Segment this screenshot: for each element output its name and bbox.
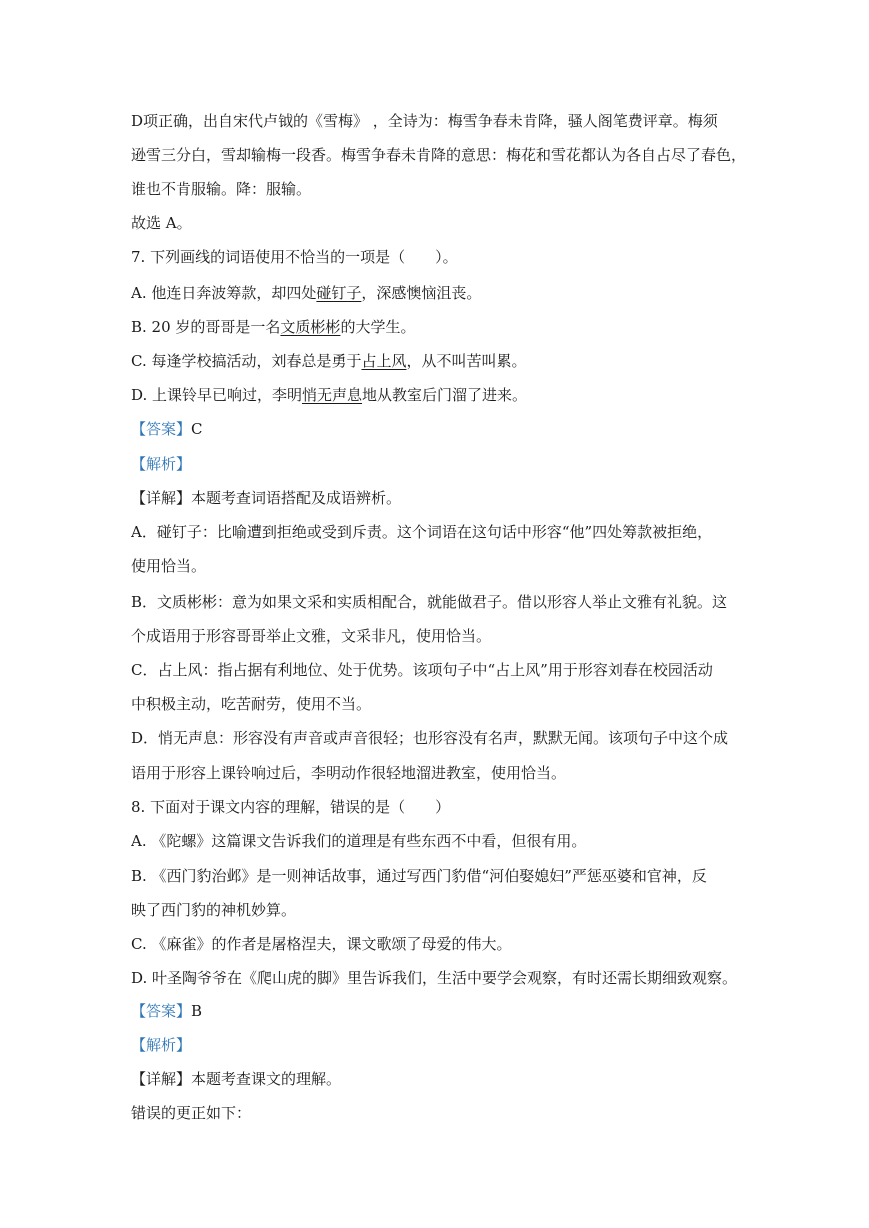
q7-explanation-line-8: 语用于形容上课铃响过后，李明动作很轻地溜进教室，使用恰当。 xyxy=(131,764,567,782)
q7-option-c xyxy=(131,351,746,371)
q7-answer-tag: 【答案】 xyxy=(131,420,192,438)
q8-correction-intro: 错误的更正如下： xyxy=(131,1104,252,1122)
q7-explanation-line-4: 个成语用于形容哥哥举止文雅，文采非凡，使用恰当。 xyxy=(131,627,492,645)
q8-option-d: D. 叶圣陶爷爷在《爬山虎的脚》里告诉我们，生活中要学会观察，有时还需长期细致观察。 xyxy=(131,969,738,987)
q8-answer xyxy=(131,1001,746,1021)
q7-explanation-line-5: C．占上风：指占据有利地位、处于优势。该项句子中“占上风”用于形容刘春在校园活动 xyxy=(131,661,713,679)
q7-option-d xyxy=(131,385,746,405)
q6-conclusion: 故选 A。 xyxy=(131,214,192,232)
q7-option-a xyxy=(131,283,746,303)
q7-option-d-term: 悄无声息 xyxy=(302,386,363,404)
q7-option-c-term: 占上风 xyxy=(361,352,407,370)
q8-detail: 【详解】本题考查课文的理解。 xyxy=(131,1070,342,1088)
q8-option-b-line-2: 映了西门豹的神机妙算。 xyxy=(131,901,297,919)
q7-option-a-term: 碰钉子 xyxy=(316,284,362,302)
q8-answer-value: B xyxy=(191,1002,203,1020)
q7-option-a-before: A. 他连日奔波筹款，却四处 xyxy=(131,284,317,302)
q7-option-a-after: ，深感懊恼沮丧。 xyxy=(361,284,482,302)
q7-explanation-line-1: A．碰钉子：比喻遭到拒绝或受到斥责。这个词语在这句话中形容“他”四处筹款被拒绝， xyxy=(131,523,713,541)
q7-explanation-line-7: D．悄无声息：形容没有声音或声音很轻；也形容没有名声，默默无闻。该项句子中这个成 xyxy=(131,729,729,747)
q7-explanation-line-2: 使用恰当。 xyxy=(131,557,207,575)
q8-stem: 8. 下面对于课文内容的理解，错误的是（ ） xyxy=(131,798,451,816)
q7-option-b-term: 文质彬彬 xyxy=(280,318,341,336)
q7-option-b xyxy=(131,317,746,337)
q7-explanation-line-3: B．文质彬彬：意为如果文采和实质相配合，就能做君子。借以形容人举止文雅有礼貌。这 xyxy=(131,593,728,611)
q8-analysis-tag: 【解析】 xyxy=(131,1036,192,1054)
q8-answer-tag: 【答案】 xyxy=(131,1002,192,1020)
q7-stem: 7. 下列画线的词语使用不恰当的一项是（ ）。 xyxy=(131,248,458,266)
q7-option-d-after: 地从教室后门溜了进来。 xyxy=(362,386,528,404)
q7-option-d-before: D. 上课铃早已响过，李明 xyxy=(131,386,303,404)
q7-answer xyxy=(131,419,746,439)
q7-option-c-after: ，从不叫苦叫累。 xyxy=(406,352,527,370)
q8-option-b-line-1: B. 《西门豹治邺》是一则神话故事，通过写西门豹借“河伯娶媳妇”严惩巫婆和官神，反 xyxy=(131,867,707,885)
q8-option-a: A. 《陀螺》这篇课文告诉我们的道理是有些东西不中看，但很有用。 xyxy=(131,832,587,850)
q7-answer-value: C xyxy=(191,420,203,438)
q7-explanation-line-6: 中积极主动，吃苦耐劳，使用不当。 xyxy=(131,695,372,713)
q7-detail: 【详解】本题考查词语搭配及成语辨析。 xyxy=(131,489,402,507)
q7-option-c-before: C. 每逢学校搞活动，刘春总是勇于 xyxy=(131,352,362,370)
q7-analysis-tag: 【解析】 xyxy=(131,455,192,473)
q7-option-b-before: B. 20 岁的哥哥是一名 xyxy=(131,318,281,336)
q6-explanation-line-2: 逊雪三分白，雪却输梅一段香。梅雪争春未肯降的意思：梅花和雪花都认为各自占尽了春色， xyxy=(131,146,746,164)
q6-explanation-line-3: 谁也不肯服输。降：服输。 xyxy=(131,180,312,198)
q8-option-c: C. 《麻雀》的作者是屠格涅夫，课文歌颂了母爱的伟大。 xyxy=(131,935,512,953)
q7-option-b-after: 的大学生。 xyxy=(340,318,416,336)
q6-explanation-line-1: D项正确，出自宋代卢钺的《雪梅》 ，全诗为：梅雪争春未肯降，骚人阁笔费评章。梅须 xyxy=(131,112,718,130)
